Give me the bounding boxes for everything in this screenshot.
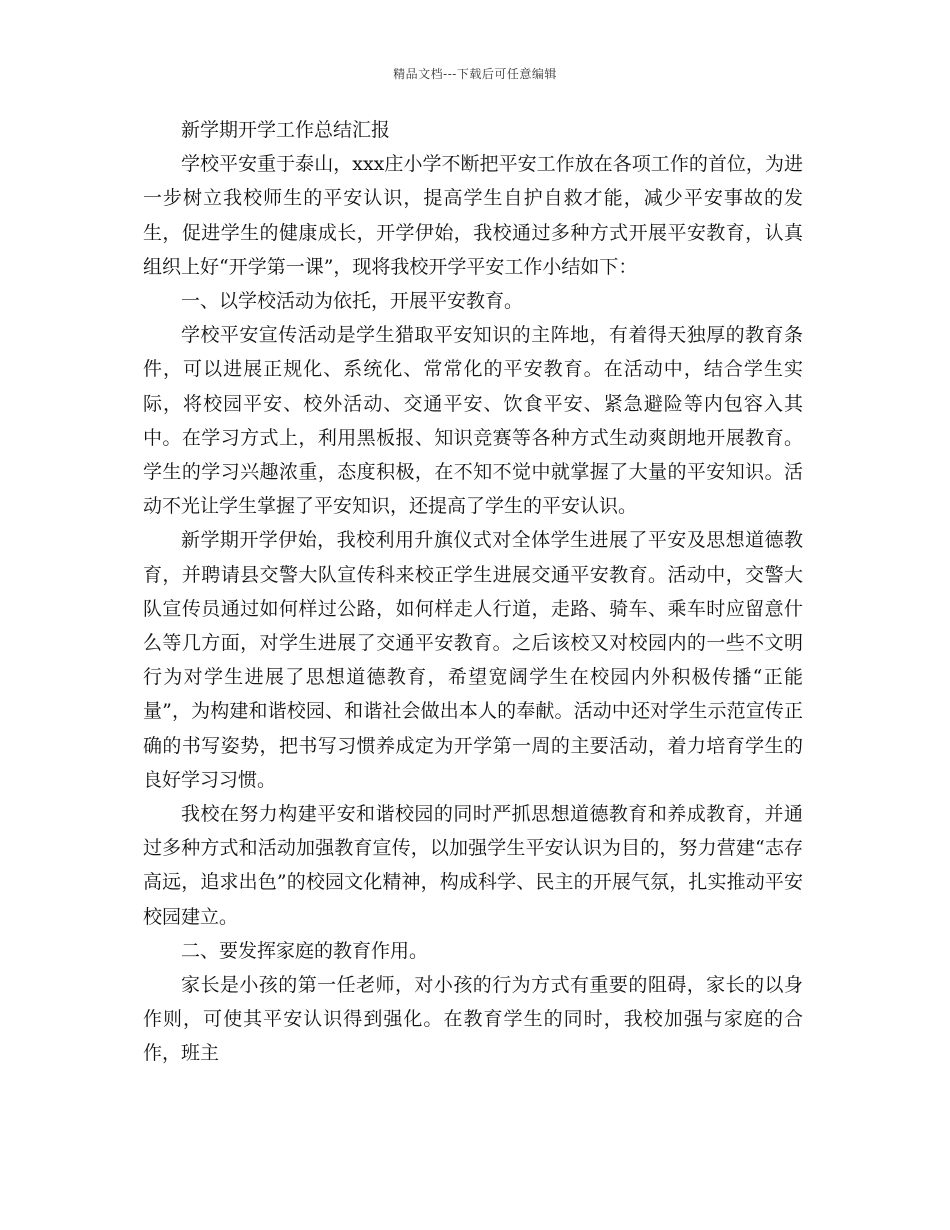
- section-heading-1: 一、以学校活动为依托，开展平安教育。: [181, 290, 524, 313]
- paragraph-intro: 学校平安重于泰山，xxx庄小学不断把平安工作放在各项工作的首位，为进一步树立我校师生的平安认识，提高学生自护自救才能，减少平安事故的发生，促进学生的健康成长，开学伊始，我校通过多种方式开展平安教育，认真组织上好“开学第一课”，现将我校开学平安工作小结如下：: [143, 153, 803, 278]
- page-header: 精品文档---下载后可任意编辑: [393, 67, 557, 81]
- paragraph: 新学期开学伊始，我校利用升旗仪式对全体学生进展了平安及思想道德教育，并聘请县交警大队宣传科来校正学生进展交通平安教育。活动中，交警大队宣传员通过如何样过公路，如何样走人行道，走路、骑车、乘车时应留意什么等几方面，对学生进展了交通平安教育。之后该校又对校园内的一些不文明行为对学生进展了思想道德教育，希望宽阔学生在校园内外积极传播“正能量”，为构建和谐校园、和谐社会做出本人的奉献。活动中还对学生示范宣传正确的书写姿势，把书写习惯养成定为开学第一周的主要活动，着力培育学生的良好学习习惯。: [143, 529, 803, 791]
- document-body: [143, 113, 803, 1071]
- paragraph: 学校平安宣传活动是学生猎取平安知识的主阵地，有着得天独厚的教育条件，可以进展正规化、系统化、常常化的平安教育。在活动中，结合学生实际，将校园平安、校外活动、交通平安、饮食平安、紧急避险等内包容入其中。在学习方式上，利用黑板报、知识竞赛等各种方式生动爽朗地开展教育。学生的学习兴趣浓重，态度积极，在不知不觉中就掌握了大量的平安知识。活动不光让学生掌握了平安知识，还提高了学生的平安认识。: [143, 324, 803, 518]
- section-heading-2: 二、要发挥家庭的教育作用。: [181, 939, 429, 962]
- paragraph: 我校在努力构建平安和谐校园的同时严抓思想道德教育和养成教育，并通过多种方式和活动加强教育宣传，以加强学生平安认识为目的，努力营建“志存高远，追求出色”的校园文化精神，构成科学、民主的开展气氛，扎实推动平安校园建立。: [143, 803, 803, 928]
- document-title: 新学期开学工作总结汇报: [181, 119, 391, 141]
- paragraph: 家长是小孩的第一任老师，对小孩的行为方式有重要的阻碍，家长的以身作则，可使其平安认识得到强化。在教育学生的同时，我校加强与家庭的合作，班主: [143, 974, 803, 1065]
